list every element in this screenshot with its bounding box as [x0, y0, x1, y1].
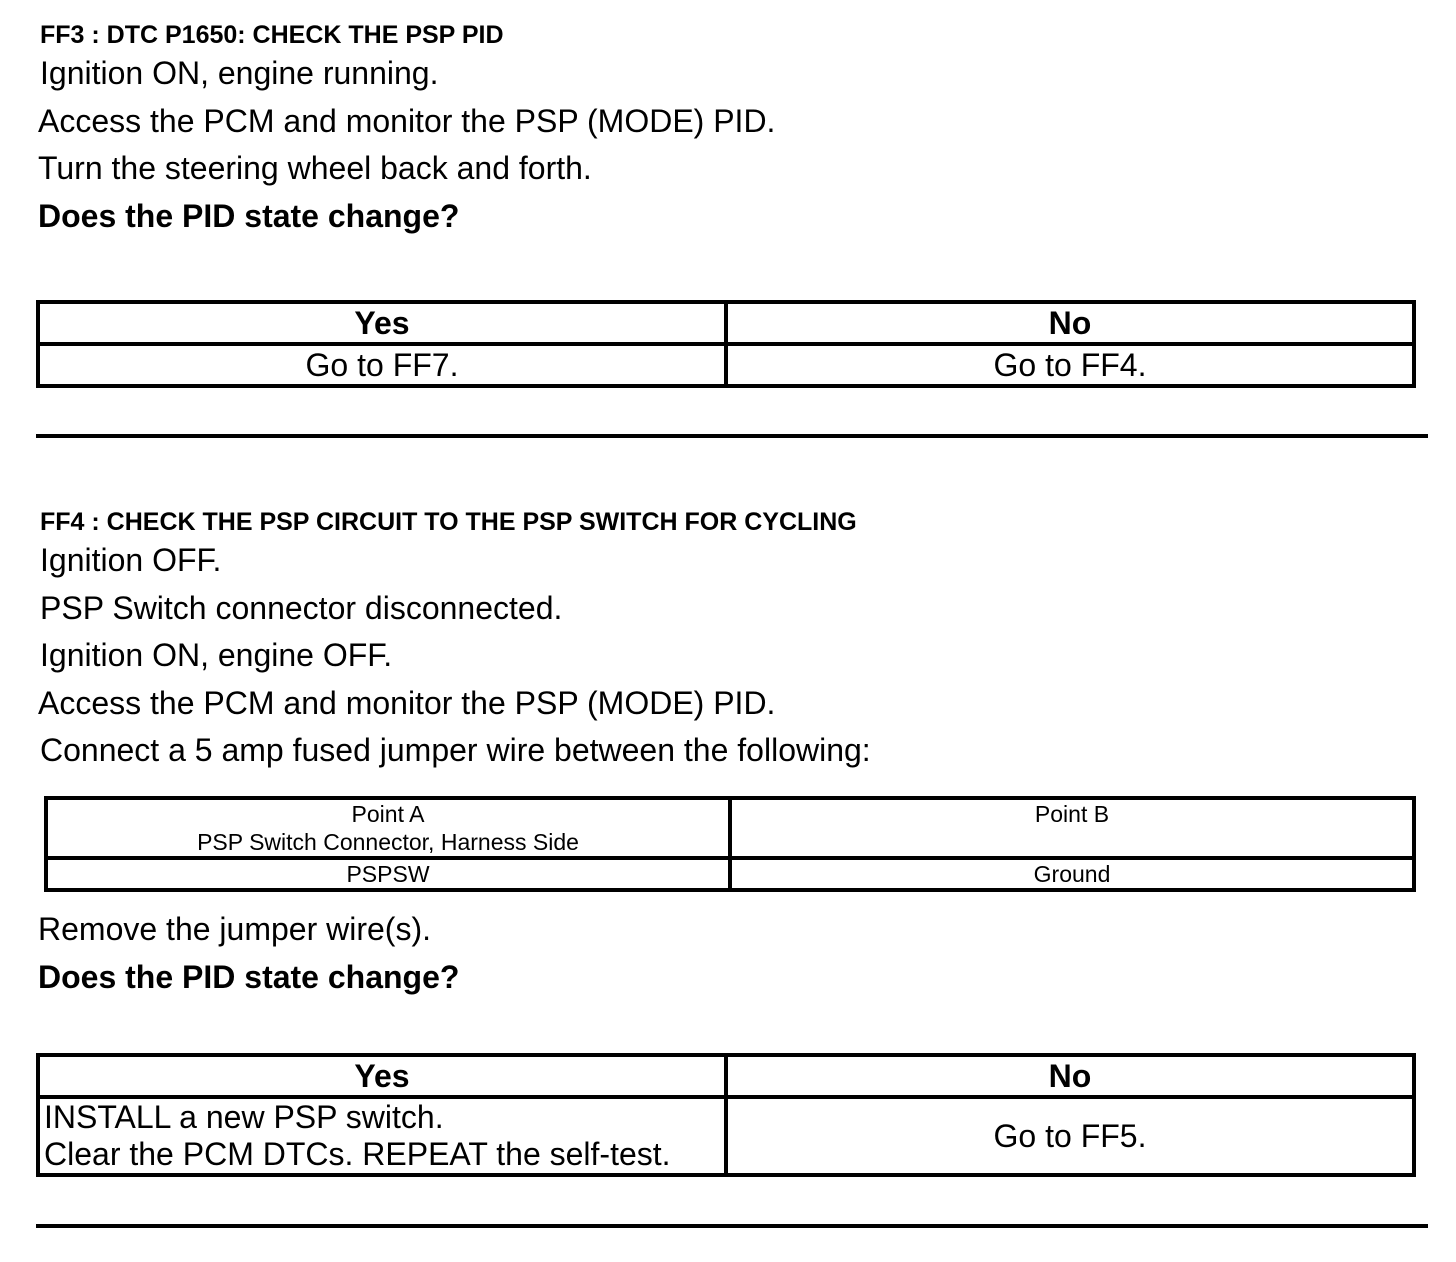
ff3-heading: FF3 : DTC P1650: CHECK THE PSP PID [40, 21, 504, 49]
table-header-row [38, 302, 1414, 344]
ff3-question: Does the PID state change? [38, 197, 460, 234]
table-row [38, 344, 1414, 386]
ff4-question: Does the PID state change? [38, 958, 460, 995]
ff3-step-2: Access the PCM and monitor the PSP (MODE) PID. [38, 102, 776, 139]
section-divider-2 [36, 1224, 1428, 1228]
point-b-value: Ground [730, 858, 1414, 890]
ff4-step-5: Connect a 5 amp fused jumper wire between the following: [40, 732, 871, 768]
ff3-step-3: Turn the steering wheel back and forth. [38, 150, 592, 186]
no-header: No [726, 302, 1414, 344]
section-divider-1 [36, 434, 1428, 438]
table-header-row [38, 1055, 1414, 1097]
ff3-result-table [36, 300, 1416, 388]
point-b-header-cell [730, 798, 1414, 858]
point-a-header: Point A [351, 801, 425, 827]
no-header: No [726, 1055, 1414, 1097]
point-b-header: Point B [1034, 801, 1110, 827]
ff4-heading: FF4 : CHECK THE PSP CIRCUIT TO THE PSP SWITCH FOR CYCLING [40, 508, 857, 536]
table-row [46, 858, 1414, 890]
point-a-header-cell [46, 798, 730, 858]
yes-line-2: Clear the PCM DTCs. REPEAT the self-test. [44, 1136, 671, 1172]
yes-cell [38, 1097, 726, 1175]
yes-header: Yes [38, 302, 726, 344]
yes-cell: Go to FF7. [38, 344, 726, 386]
point-a-value: PSPSW [46, 858, 730, 890]
ff4-section [38, 507, 1428, 775]
yes-header: Yes [38, 1055, 726, 1097]
no-cell: Go to FF4. [726, 344, 1414, 386]
ff4-step-3: Ignition ON, engine OFF. [40, 637, 393, 673]
ff4-step-1: Ignition OFF. [40, 542, 222, 578]
jumper-points-table [44, 796, 1416, 892]
ff4-followup [38, 906, 1428, 1001]
point-a-subheader: PSP Switch Connector, Harness Side [197, 829, 579, 855]
ff4-after-step: Remove the jumper wire(s). [38, 911, 431, 947]
ff4-step-2: PSP Switch connector disconnected. [40, 589, 563, 626]
yes-line-1: INSTALL a new PSP switch. [44, 1099, 444, 1135]
ff4-result-table [36, 1053, 1416, 1177]
ff3-section [38, 20, 1428, 240]
no-cell: Go to FF5. [726, 1097, 1414, 1175]
points-header-row [46, 798, 1414, 858]
ff4-step-4: Access the PCM and monitor the PSP (MODE) PID. [38, 684, 776, 721]
ff3-step-1: Ignition ON, engine running. [40, 55, 439, 91]
table-row [38, 1097, 1414, 1175]
